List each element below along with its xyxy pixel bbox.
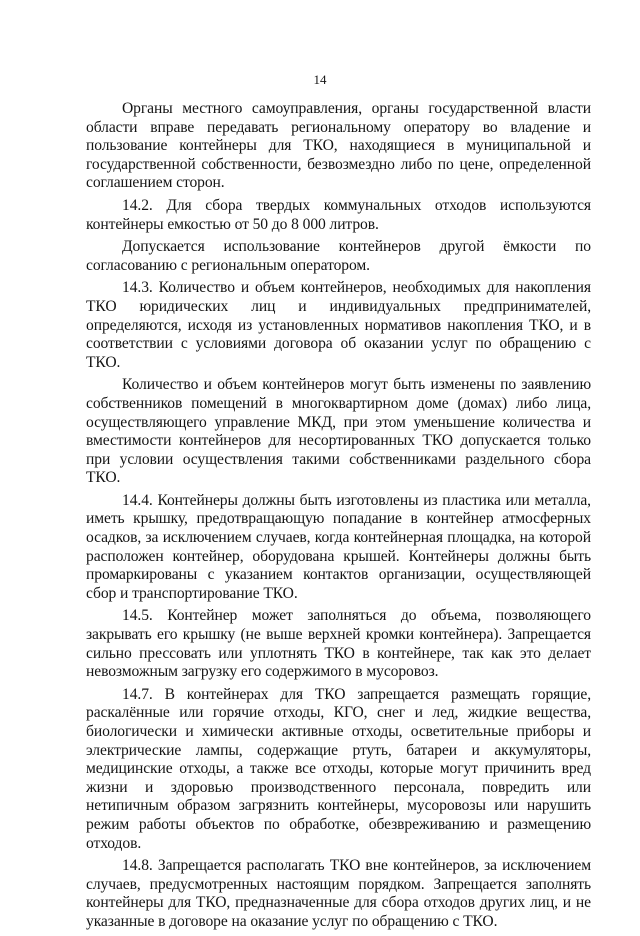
paragraph-municipal-containers: Органы местного самоуправления, органы государственной власти области вправе передавать региональному оператору во владение и пользование контейнеры для ТКО, находящиеся в муниципальной и государственной собственности, безвозмездно либо по цене, определенной соглашением сторон. — [86, 100, 591, 192]
paragraph-14-7: 14.7. В контейнерах для ТКО запрещается размещать горящие, раскалённые или горячие отходы, КГО, снег и лед, жидкие вещества, биологически и химически активные отходы, осветительные приборы и электрические лампы, содержащие ртуть, батареи и аккумуляторы, медицинские отходы, а также все отходы, которые могут причинить вред жизни и здоровью производственного персонала, повредить или нетипичным образом загрязнить контейнеры, мусоровозы или нарушить режим работы объектов по обработке, обезвреживанию и размещению отходов. — [86, 685, 591, 852]
paragraph-14-8: 14.8. Запрещается располагать ТКО вне контейнеров, за исключением случаев, предусмотренных настоящим порядком. Запрещается заполнять контейнеры для ТКО, предназначенные для сбора отходов других лиц, и не указанные в договоре на оказание услуг по обращению с ТКО. — [86, 857, 591, 930]
paragraph-other-capacity: Допускается использование контейнеров другой ёмкости по согласованию с региональным оператором. — [86, 238, 591, 274]
page-number: 14 — [313, 72, 327, 87]
paragraph-14-3: 14.3. Количество и объем контейнеров, необходимых для накопления ТКО юридических лиц и индивидуальных предпринимателей, определяются, исходя из установленных нормативов накопления ТКО, и в соответствии с условиями договора об оказании услуг по обращению с ТКО. — [86, 279, 591, 371]
paragraph-14-5: 14.5. Контейнер может заполняться до объема, позволяющего закрывать его крышку (не выше верхней кромки контейнера). Запрещается сильно прессовать или уплотнять ТКО в контейнере, так как это делает невозможным загрузку его содержимого в мусоровоз. — [86, 607, 591, 681]
document-body — [86, 100, 591, 936]
paragraph-14-4: 14.4. Контейнеры должны быть изготовлены из пластика или металла, иметь крышку, предотвращающую попадание в контейнер атмосферных осадков, за исключением случаев, когда контейнерная площадка, на которой расположен контейнер, оборудована крышей. Контейнеры должны быть промаркированы с указанием контактов организации, осуществляющей сбор и транспортирование ТКО. — [86, 491, 591, 602]
paragraph-14-2: 14.2. Для сбора твердых коммунальных отходов используются контейнеры емкостью от 50 до 8 000 литров. — [86, 196, 591, 233]
paragraph-quantity-change: Количество и объем контейнеров могут быть изменены по заявлению собственников помещений в многоквартирном доме (домах) либо лица, осуществляющего управление МКД, при этом уменьшение количества и вместимости контейнеров для несортированных ТКО допускается только при условии осуществления такими собственниками раздельного сбора ТКО. — [86, 376, 591, 487]
